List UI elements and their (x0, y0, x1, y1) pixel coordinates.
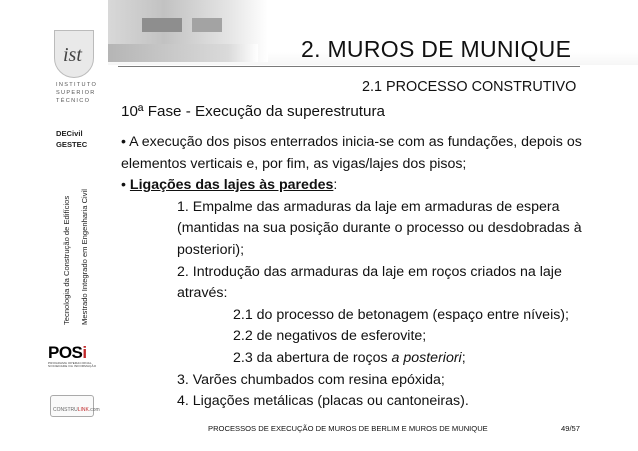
ist-logo (54, 30, 94, 78)
slide-subtitle: 2.1 PROCESSO CONSTRUTIVO (362, 79, 577, 95)
slide-title: 2. MUROS DE MUNIQUE (301, 36, 572, 62)
department-labels (56, 128, 87, 150)
sidebar (0, 0, 108, 451)
sub-list-item: 2.1 do processo de betonagem (espaço entre níveis); (233, 306, 569, 323)
course-name-vertical: Tecnologia da Construção de Edifícios (62, 195, 71, 325)
posi-logo (48, 344, 98, 370)
department-label: GESTEC (56, 140, 88, 149)
bullet-line: • Ligações das lajes às paredes: (121, 177, 338, 194)
posi-logo-subtitle: SOCIEDADE DA INFORMAÇÃO (48, 364, 97, 369)
list-item: (mantidas na sua posição durante o processo ou desdobradas à (177, 220, 582, 237)
phase-heading: 10ª Fase - Execução da superestrutura (121, 103, 385, 120)
institution-line: TÉCNICO (56, 97, 91, 104)
institution-line: SUPERIOR (56, 89, 96, 96)
construction-photo (108, 0, 268, 62)
sub-list-item: 2.3 da abertura de roços a posteriori; (233, 349, 466, 366)
list-item: 2. Introdução das armaduras da laje em roços criados na laje (177, 263, 562, 280)
photo-wall-block (142, 18, 182, 32)
page-number: 49/57 (561, 424, 581, 433)
posi-logo-subtitle: PROGRAMA OPERACIONAL (48, 361, 92, 365)
photo-ground (108, 44, 258, 62)
bullet-emphasis: Ligações das lajes às paredes (129, 177, 334, 194)
department-label: DECivil (56, 129, 83, 138)
institution-line: INSTITUTO (56, 82, 98, 88)
photo-wall-block (192, 18, 222, 32)
institution-name (56, 82, 116, 105)
ist-logo-icon (59, 37, 91, 73)
list-item: posteriori); (177, 241, 245, 258)
posi-logo-title: POSi (48, 343, 87, 362)
construlink-logo (50, 395, 100, 417)
svg-text:ist: ist (63, 44, 82, 66)
list-item: 3. Varões chumbados com resina epóxida; (177, 371, 445, 388)
construlink-logo-text: CONSTRULINK.com (53, 407, 100, 413)
list-item: 1. Empalme das armaduras da laje em armaduras de espera (177, 198, 560, 215)
list-item: através: (177, 285, 228, 302)
slide-body (121, 132, 591, 413)
bullet-line: • A execução dos pisos enterrados inicia-se com as fundações, depois os (121, 134, 582, 150)
program-name-vertical: Mestrado Integrado em Engenharia Civil (80, 189, 89, 325)
sub-list-item: 2.2 de negativos de esferovite; (233, 328, 427, 345)
title-divider (118, 66, 580, 67)
footer-text: PROCESSOS DE EXECUÇÃO DE MUROS DE BERLIM E MUROS DE MUNIQUE (208, 424, 488, 433)
list-item: 4. Ligações metálicas (placas ou cantoneiras). (177, 393, 469, 410)
bullet-line: elementos verticais e, por fim, as vigas/lajes dos pisos; (121, 155, 467, 172)
